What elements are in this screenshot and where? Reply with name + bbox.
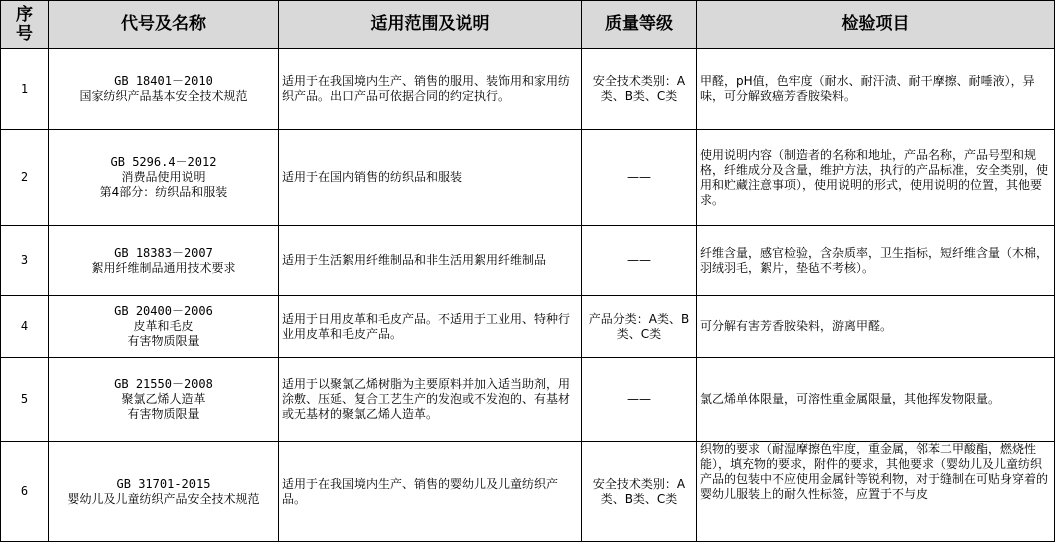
row-code-name xyxy=(49,130,279,226)
table-row xyxy=(1,296,1055,358)
row-code: GB 18383－2007 xyxy=(114,245,213,260)
header-row xyxy=(1,1,1055,49)
row-name-line: 聚氯乙烯人造革 xyxy=(121,392,206,406)
row-name-line: 消费品使用说明 xyxy=(121,170,206,184)
row-name-line: 絮用纤维制品通用技术要求 xyxy=(91,260,236,275)
row-no: 4 xyxy=(1,296,49,358)
row-items: 使用说明内容（制造者的名称和地址，产品名称，产品号型和规格，纤维成分及含量，维护方法，执行的产品标准，安全类别，使用和贮藏注意事项），使用说明的形式，使用说明的位置，其他要求。 xyxy=(697,130,1055,226)
row-code-name xyxy=(49,358,279,442)
row-code-name xyxy=(49,442,279,542)
header-items: 检验项目 xyxy=(697,1,1055,49)
row-no: 2 xyxy=(1,130,49,226)
row-grade: —— xyxy=(582,358,697,442)
row-scope: 适用于日用皮革和毛皮产品。不适用于工业用、特种行业用皮革和毛皮产品。 xyxy=(279,296,582,358)
row-name-line: 有害物质限量 xyxy=(127,407,200,421)
row-scope: 适用于在我国境内生产、销售的婴幼儿及儿童纺织产品。 xyxy=(279,442,582,542)
row-name-line: 皮革和毛皮 xyxy=(133,319,194,333)
header-code-name: 代号及名称 xyxy=(49,1,279,49)
row-no: 3 xyxy=(1,226,49,296)
row-no: 5 xyxy=(1,358,49,442)
table-row xyxy=(1,442,1055,542)
row-scope: 适用于在我国境内生产、销售的服用、装饰用和家用纺织产品。出口产品可依据合同的约定执行。 xyxy=(279,49,582,130)
row-items: 甲醛，pH值，色牢度（耐水、耐汗渍、耐干摩擦、耐唾液），异味，可分解致癌芳香胺染料。 xyxy=(697,49,1055,130)
row-items: 氯乙烯单体限量，可溶性重金属限量，其他挥发物限量。 xyxy=(697,358,1055,442)
header-scope: 适用范围及说明 xyxy=(279,1,582,49)
row-scope: 适用于以聚氯乙烯树脂为主要原料并加入适当助剂，用涂敷、压延、复合工艺生产的发泡或不发泡的、有基材或无基材的聚氯乙烯人造革。 xyxy=(279,358,582,442)
header-grade: 质量等级 xyxy=(582,1,697,49)
row-code: GB 21550－2008 xyxy=(114,377,213,391)
row-grade: —— xyxy=(582,130,697,226)
row-grade: 产品分类：A类、B类、C类 xyxy=(582,296,697,358)
row-code: GB 31701-2015 xyxy=(116,476,211,491)
row-scope: 适用于在国内销售的纺织品和服装 xyxy=(279,130,582,226)
table-row xyxy=(1,49,1055,130)
row-grade: —— xyxy=(582,226,697,296)
row-name-line: 婴幼儿及儿童纺织产品安全技术规范 xyxy=(67,491,260,506)
row-code-name xyxy=(49,49,279,130)
row-no: 1 xyxy=(1,49,49,130)
table-row xyxy=(1,130,1055,226)
row-name-line: 有害物质限量 xyxy=(127,334,200,348)
row-items: 织物的要求（耐湿摩擦色牢度，重金属，邻苯二甲酸酯，燃烧性能），填充物的要求，附件的要求，其他要求（婴幼儿及儿童纺织产品的包装中不应使用金属针等锐利物，对于缝制在可贴身穿着的婴幼儿服装上的耐久性标签，应置于不与皮 xyxy=(697,442,1055,542)
row-code-name xyxy=(49,226,279,296)
row-name-line: 第4部分：纺织品和服装 xyxy=(99,185,228,199)
row-no: 6 xyxy=(1,442,49,542)
row-items: 可分解有害芳香胺染料，游离甲醛。 xyxy=(697,296,1055,358)
row-code-name xyxy=(49,296,279,358)
row-code: GB 20400－2006 xyxy=(114,304,213,318)
row-items: 纤维含量，感官检验，含杂质率，卫生指标，短纤维含量（木棉，羽绒羽毛，絮片，垫毡不考核）。 xyxy=(697,226,1055,296)
row-code: GB 18401－2010 xyxy=(114,74,213,88)
row-code: GB 5296.4－2012 xyxy=(110,155,217,169)
header-no: 序号 xyxy=(1,1,49,49)
row-name-line: 国家纺织产品基本安全技术规范 xyxy=(79,89,248,103)
table-row xyxy=(1,358,1055,442)
row-scope: 适用于生活絮用纤维制品和非生活用絮用纤维制品 xyxy=(279,226,582,296)
table-row xyxy=(1,226,1055,296)
row-grade: 安全技术类别：A类、B类、C类 xyxy=(582,442,697,542)
row-grade: 安全技术类别：A类、B类、C类 xyxy=(582,49,697,130)
